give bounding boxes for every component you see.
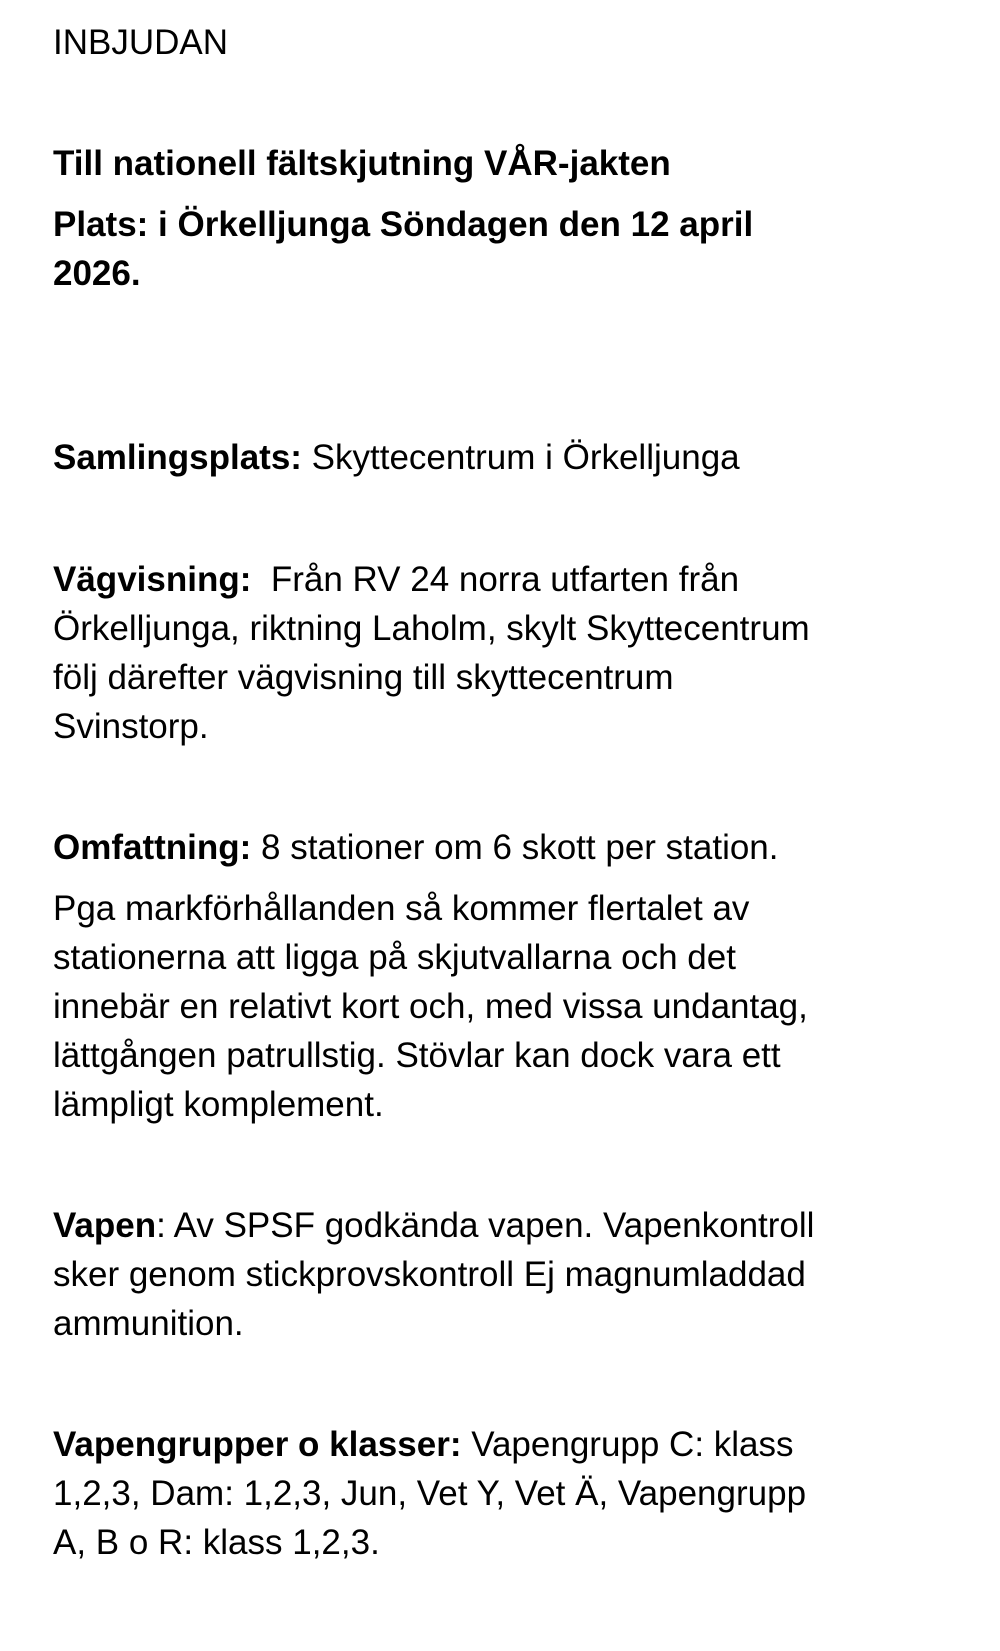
omfattning-para-line-1: Pga markförhållanden så kommer flertalet av (53, 889, 750, 928)
vapen-text: : Av SPSF godkända vapen. Vapenkontroll (156, 1206, 815, 1245)
omfattning-line-1 (53, 823, 779, 873)
omfattning-para-line-2: stationerna att ligga på skjutvallarna och det (53, 938, 736, 977)
omfattning-para-line-5: lämpligt komplement. (53, 1085, 384, 1124)
vapengrupper-label: Vapengrupper o klasser: (53, 1425, 462, 1464)
samlingsplats-label: Samlingsplats: (53, 438, 302, 477)
samlingsplats-text: Skyttecentrum i Örkelljunga (301, 438, 740, 477)
vapengrupper-line-3: A, B o R: klass 1,2,3. (53, 1523, 380, 1562)
vagvisning-text: Från RV 24 norra utfarten från (251, 560, 740, 599)
vagvisning-line-1 (53, 555, 739, 605)
document-title: INBJUDAN (53, 23, 229, 62)
vapengrupper-line-2: 1,2,3, Dam: 1,2,3, Jun, Vet Y, Vet Ä, Vapengrupp (53, 1474, 807, 1513)
vagvisning-line-4: Svinstorp. (53, 707, 209, 746)
vagvisning-label: Vägvisning: (53, 560, 252, 599)
headline-line-3: 2026. (53, 254, 141, 293)
omfattning-para-line-4: lättgången patrullstig. Stövlar kan dock vara ett (53, 1036, 781, 1075)
vapen-line-2: sker genom stickprovskontroll Ej magnumladdad (53, 1255, 806, 1294)
headline-line-1: Till nationell fältskjutning VÅR-jakten (53, 144, 671, 183)
vapengrupper-text: Vapengrupp C: klass (461, 1425, 794, 1464)
vapen-line-3: ammunition. (53, 1304, 244, 1343)
omfattning-label: Omfattning: (53, 828, 252, 867)
samlingsplats-section (53, 433, 740, 483)
vagvisning-line-3: följ därefter vägvisning till skyttecentrum (53, 658, 674, 697)
vagvisning-line-2: Örkelljunga, riktning Laholm, skylt Skyttecentrum (53, 609, 810, 648)
omfattning-para-line-3: innebär en relativt kort och, med vissa undantag, (53, 987, 808, 1026)
vapengrupper-line-1 (53, 1420, 794, 1470)
vapen-label: Vapen (53, 1206, 157, 1245)
vapen-line-1 (53, 1201, 814, 1251)
headline-line-2: Plats: i Örkelljunga Söndagen den 12 april (53, 205, 754, 244)
omfattning-text: 8 stationer om 6 skott per station. (251, 828, 779, 867)
